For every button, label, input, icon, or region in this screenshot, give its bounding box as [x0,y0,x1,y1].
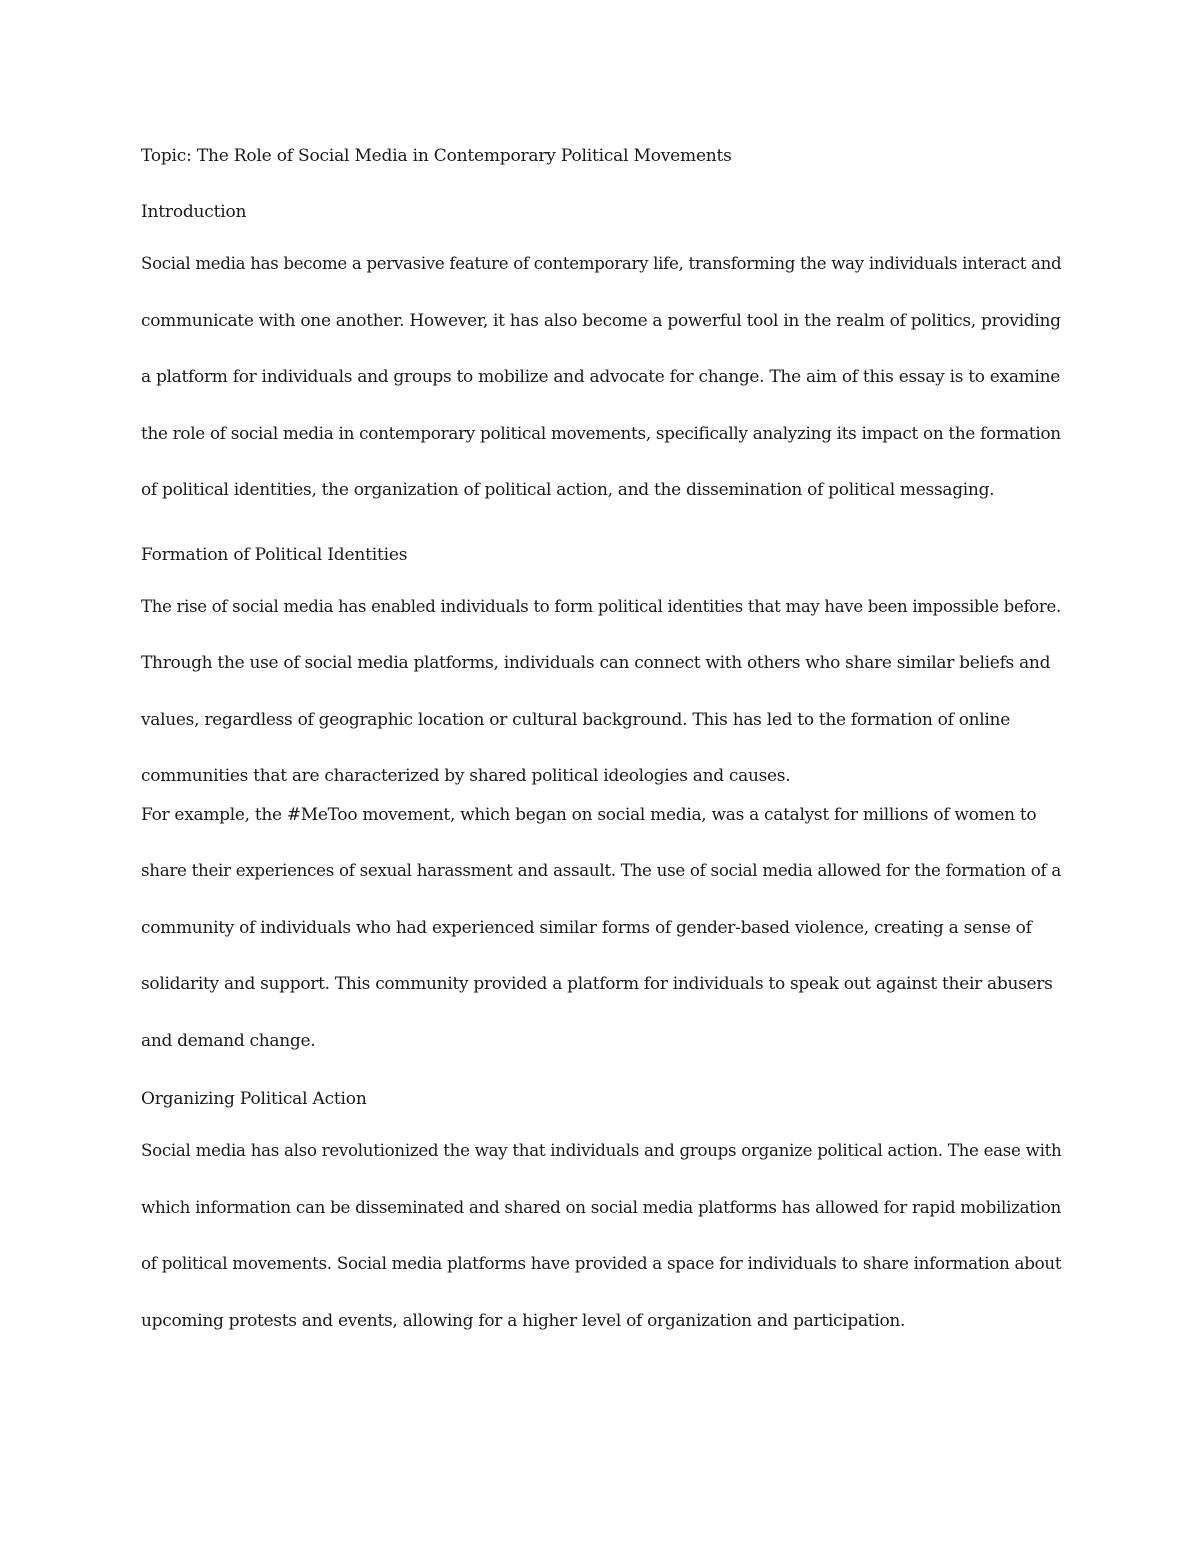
paragraph-line: community of individuals who had experienced similar forms of gender-based violence, creating a sense of [141,917,1032,938]
paragraph-organizing [141,1123,1061,1349]
paragraph-line: a platform for individuals and groups to mobilize and advocate for change. The aim of this essay is to examine [141,367,1061,387]
paragraph-line: the role of social media in contemporary political movements, specifically analyzing its impact on the formation [141,423,1061,444]
paragraph-introduction [141,236,1061,519]
document-page [141,140,1061,1349]
paragraph-line: For example, the #MeToo movement, which began on social media, was a catalyst for millions of women to [141,804,1037,825]
paragraph-line: share their experiences of sexual harassment and assault. The use of social media allowed for the formation of a [141,861,1062,881]
paragraph-formation-1 [141,579,1061,805]
section-heading-formation: Formation of Political Identities [141,544,408,565]
paragraph-line: communicate with one another. However, it has also become a powerful tool in the realm of politics, providing [141,310,1061,331]
paragraph-line: The rise of social media has enabled individuals to form political identities that may have been impossible before. [141,596,1061,617]
paragraph-line: which information can be disseminated and shared on social media platforms has allowed for rapid mobilization [141,1197,1061,1218]
paragraph-line: solidarity and support. This community provided a platform for individuals to speak out against their abusers [141,974,1053,994]
paragraph-line: values, regardless of geographic location or cultural background. This has led to the formation of online [141,709,1010,730]
paragraph-line: Through the use of social media platforms, individuals can connect with others who share similar beliefs and [141,653,1051,673]
section-heading-introduction: Introduction [141,202,247,222]
paragraph-line: Social media has become a pervasive feature of contemporary life, transforming the way individuals interact and [141,254,1062,274]
paragraph-line: of political identities, the organization of political action, and the dissemination of political messaging. [141,480,995,500]
paragraph-line: Social media has also revolutionized the way that individuals and groups organize political action. The ease with [141,1141,1062,1161]
paragraph-line: communities that are characterized by shared political ideologies and causes. [141,766,791,786]
paragraph-formation-2 [141,787,1061,1070]
paragraph-line: upcoming protests and events, allowing for a higher level of organization and participation. [141,1310,906,1331]
paragraph-line: of political movements. Social media platforms have provided a space for individuals to share information about [141,1254,1062,1274]
section-heading-organizing: Organizing Political Action [141,1089,367,1109]
document-title: Topic: The Role of Social Media in Contemporary Political Movements [141,146,732,166]
paragraph-line: and demand change. [141,1030,316,1051]
